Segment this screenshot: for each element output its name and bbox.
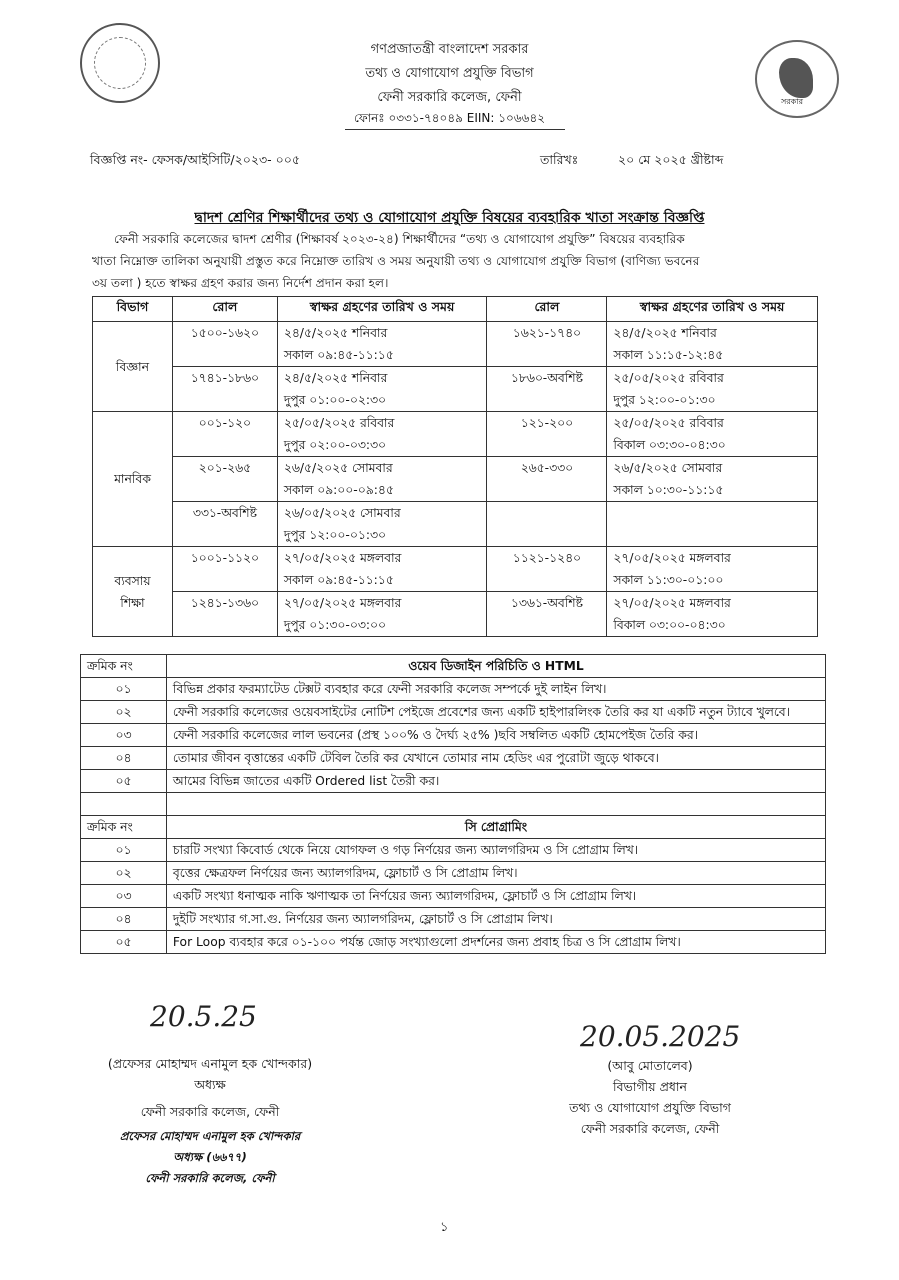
slot-datetime: ২৭/০৫/২০২৫ মঙ্গলবার সকাল ০৯:৪৫-১১:১৫ [277,547,487,592]
table-row [81,931,826,954]
notice-paragraph-line2: খাতা নিম্নোক্ত তালিকা অনুযায়ী প্রস্তুত করে নিম্নোক্ত তারিখ ও সময় অনুযায়ী তথ্য ও যোগাযোগ প্রযুক্তি বিভাগ (বাণিজ্য ভবনের [92,254,700,268]
head-signature: 20.05.2025 [580,1020,741,1053]
roll-range: ১৫০০-১৬২০ [172,322,277,367]
serial-header: ক্রমিক নং [81,655,167,678]
task-text: আমের বিভিন্ন জাতের একটি Ordered list তৈরী কর। [166,770,825,793]
slot-datetime: ২৫/০৫/২০২৫ রবিবার বিকাল ০৩:৩০-০৪:৩০ [607,412,818,457]
serial-number: ০৩ [81,885,167,908]
slot-datetime: ২৬/৫/২০২৫ সোমবার সকাল ১০:৩০-১১:১৫ [607,457,818,502]
table-row [81,839,826,862]
slot-datetime: ২৪/৫/২০২৫ শনিবার সকাল ১১:১৫-১২:৪৫ [607,322,818,367]
roll-range: ১২১-২০০ [487,412,607,457]
task-text: বিভিন্ন প্রকার ফরম্যাটেড টেক্সট ব্যবহার করে ফেনী সরকারি কলেজ সম্পর্কে দুই লাইন লিখ। [166,678,825,701]
table-row [93,502,818,547]
header-department: তথ্য ও যোগাযোগ প্রযুক্তি বিভাগ [365,66,534,81]
header-roll-col: রোল [172,297,277,322]
table-row [93,322,818,367]
roll-range: ২৬৫-৩৩০ [487,457,607,502]
serial-number: ০১ [81,839,167,862]
task-text: For Loop ব্যবহার করে ০১-১০০ পর্যন্ত জোড় সংখ্যাগুলো প্রদর্শনের জন্য প্রবাহ চিত্র ও সি প্রোগ্রাম লিখ। [166,931,825,954]
principal-role: অধ্যক্ষ [194,1077,226,1092]
task-text: ফেনী সরকারি কলেজের ওয়েবসাইটের নোটিশ পেইজে প্রবেশের জন্য একটি হাইপারলিংক তৈরি কর যা একটি নতুন ট্যাবে খুলবে। [166,701,825,724]
header-datetime-col: স্বাক্ষর গ্রহণের তারিখ ও সময় [607,297,818,322]
header-datetime-col: স্বাক্ষর গ্রহণের তারিখ ও সময় [277,297,487,322]
signature-schedule-table [92,296,818,637]
serial-number: ০৪ [81,908,167,931]
table-row [93,592,818,637]
roll-range: ১১২১-১২৪০ [487,547,607,592]
table-row [93,547,818,592]
table-row [93,457,818,502]
roll-range: ১৩৬১-অবশিষ্ট [487,592,607,637]
table-row [81,678,826,701]
table-row [93,412,818,457]
roll-range: ১২৪১-১৩৬০ [172,592,277,637]
table-row [81,862,826,885]
slot-datetime: ২৫/০৫/২০২৫ রবিবার দুপুর ১২:০০-০১:৩০ [607,367,818,412]
roll-range: ৩৩১-অবশিষ্ট [172,502,277,547]
c-section-title: সি প্রোগ্রামিং [166,816,825,839]
header-divider [345,129,565,130]
head-name: (আবু মোতালেব) [607,1058,693,1073]
task-text: চারটি সংখ্যা কিবোর্ড থেকে নিয়ে যোগফল ও গড় নির্ণয়ের জন্য অ্যালগরিদম ও সি প্রোগ্রাম লিখ। [166,839,825,862]
group-science: বিজ্ঞান [93,322,173,412]
group-humanities: মানবিক [93,412,173,547]
date-label: তারিখঃ [540,152,579,167]
roll-range-empty [487,502,607,547]
head-org: ফেনী সরকারি কলেজ, ফেনী [580,1121,720,1136]
stamp-role: অধ্যক্ষ (৬৬৭৭) [173,1150,247,1164]
slot-datetime: ২৭/০৫/২০২৫ মঙ্গলবার সকাল ১১:৩০-০১:০০ [607,547,818,592]
practical-tasks-table [80,654,826,954]
slot-datetime: ২৭/০৫/২০২৫ মঙ্গলবার বিকাল ০৩:০০-০৪:৩০ [607,592,818,637]
task-text: ফেনী সরকারি কলেজের লাল ভবনের (প্রস্থ ১০০% ও দৈর্ঘ্য ২৫% )ছবি সম্বলিত একটি হোমপেইজ তৈরি কর। [166,724,825,747]
notice-number: বিজ্ঞপ্তি নং- ফেসক/আইসিটি/২০২৩- ০০৫ [90,152,300,167]
group-business: ব্যবসায় শিক্ষা [93,547,173,637]
header-department-col: বিভাগ [93,297,173,322]
serial-number: ০৫ [81,770,167,793]
serial-number: ০৫ [81,931,167,954]
serial-number: ০২ [81,862,167,885]
spacer-row [81,793,826,816]
table-row [81,770,826,793]
table-row [81,885,826,908]
table-row [81,908,826,931]
date-value: ২০ মে ২০২৫ খ্রীষ্টাব্দ [618,152,724,167]
roll-range: ১৭৪১-১৮৬০ [172,367,277,412]
slot-datetime: ২৭/০৫/২০২৫ মঙ্গলবার দুপুর ০১:৩০-০৩:০০ [277,592,487,637]
slot-datetime: ২৬/৫/২০২৫ সোমবার সকাল ০৯:০০-০৯:৪৫ [277,457,487,502]
roll-range: ১০০১-১১২০ [172,547,277,592]
header-contact: ফোনঃ ০৩৩১-৭৪০৪৯ EIIN: ১০৬৬৪২ [353,111,546,125]
roll-range: ২০১-২৬৫ [172,457,277,502]
task-text: বৃত্তের ক্ষেত্রফল নির্ণয়ের জন্য অ্যালগরিদম, ফ্লোচার্ট ও সি প্রোগ্রাম লিখ। [166,862,825,885]
table-row [93,367,818,412]
stamp-org: ফেনী সরকারি কলেজ, ফেনী [145,1171,275,1185]
notice-paragraph-line3: ৩য় তলা ) হতে স্বাক্ষর গ্রহণ করার জন্য নির্দেশ প্রদান করা হল। [92,276,389,290]
principal-block [60,1053,360,1189]
seal-text: সরকার [781,97,804,106]
task-text: একটি সংখ্যা ধনাত্মক নাকি ঋণাত্মক তা নির্ণয়ের জন্য অ্যালগরিদম, ফ্লোচার্ট ও সি প্রোগ্রাম লিখ। [166,885,825,908]
head-block [520,1055,780,1139]
web-section-title: ওয়েব ডিজাইন পরিচিতি ও HTML [166,655,825,678]
slot-datetime: ২৪/৫/২০২৫ শনিবার সকাল ০৯:৪৫-১১:১৫ [277,322,487,367]
page-number: ১ [440,1220,449,1235]
header-government: গণপ্রজাতন্ত্রী বাংলাদেশ সরকার [370,42,529,57]
schedule-header-row [93,297,818,322]
serial-number: ০১ [81,678,167,701]
header-college: ফেনী সরকারি কলেজ, ফেনী [377,90,522,105]
task-text: তোমার জীবন বৃত্তান্তের একটি টেবিল তৈরি কর যেখানে তোমার নাম হেডিং এর পুরোটা জুড়ে থাকবে। [166,747,825,770]
table-row [81,747,826,770]
serial-number: ০৪ [81,747,167,770]
web-header-row [81,655,826,678]
notice-title: দ্বাদশ শ্রেণির শিক্ষার্থীদের তথ্য ও যোগাযোগ প্রযুক্তি বিষয়ের ব্যবহারিক খাতা সংক্রান্ত বিজ্ঞপ্তি [194,210,705,226]
notice-paragraph-line1: ফেনী সরকারি কলেজের দ্বাদশ শ্রেণীর (শিক্ষাবর্ষ ২০২৩-২৪) শিক্ষার্থীদের “তথ্য ও যোগাযোগ প্রযুক্তি” বিষয়ের ব্যবহারিক [114,232,685,246]
slot-datetime: ২৪/৫/২০২৫ শনিবার দুপুর ০১:০০-০২:৩০ [277,367,487,412]
stamp-name: প্রফেসর মোহাম্মদ এনামুল হক খোন্দকার [119,1129,301,1143]
c-header-row [81,816,826,839]
roll-range: ০০১-১২০ [172,412,277,457]
table-row [81,701,826,724]
serial-header: ক্রমিক নং [81,816,167,839]
task-text: দুইটি সংখ্যার গ.সা.গু. নির্ণয়ের জন্য অ্যালগরিদম, ফ্লোচার্ট ও সি প্রোগ্রাম লিখ। [166,908,825,931]
head-dept: তথ্য ও যোগাযোগ প্রযুক্তি বিভাগ [569,1100,731,1115]
principal-name: (প্রফেসর মোহাম্মদ এনামুল হক খোন্দকার) [107,1056,313,1071]
principal-org: ফেনী সরকারি কলেজ, ফেনী [140,1104,280,1119]
slot-datetime-empty [607,502,818,547]
slot-datetime: ২৫/০৫/২০২৫ রবিবার দুপুর ০২:০০-০৩:৩০ [277,412,487,457]
header-roll-col: রোল [487,297,607,322]
slot-datetime: ২৬/০৫/২০২৫ সোমবার দুপুর ১২:০০-০১:৩০ [277,502,487,547]
serial-number: ০৩ [81,724,167,747]
serial-number: ০২ [81,701,167,724]
head-role: বিভাগীয় প্রধান [613,1079,687,1094]
roll-range: ১৬২১-১৭৪০ [487,322,607,367]
roll-range: ১৮৬০-অবশিষ্ট [487,367,607,412]
principal-signature: 20.5.25 [150,1000,257,1033]
table-row [81,724,826,747]
